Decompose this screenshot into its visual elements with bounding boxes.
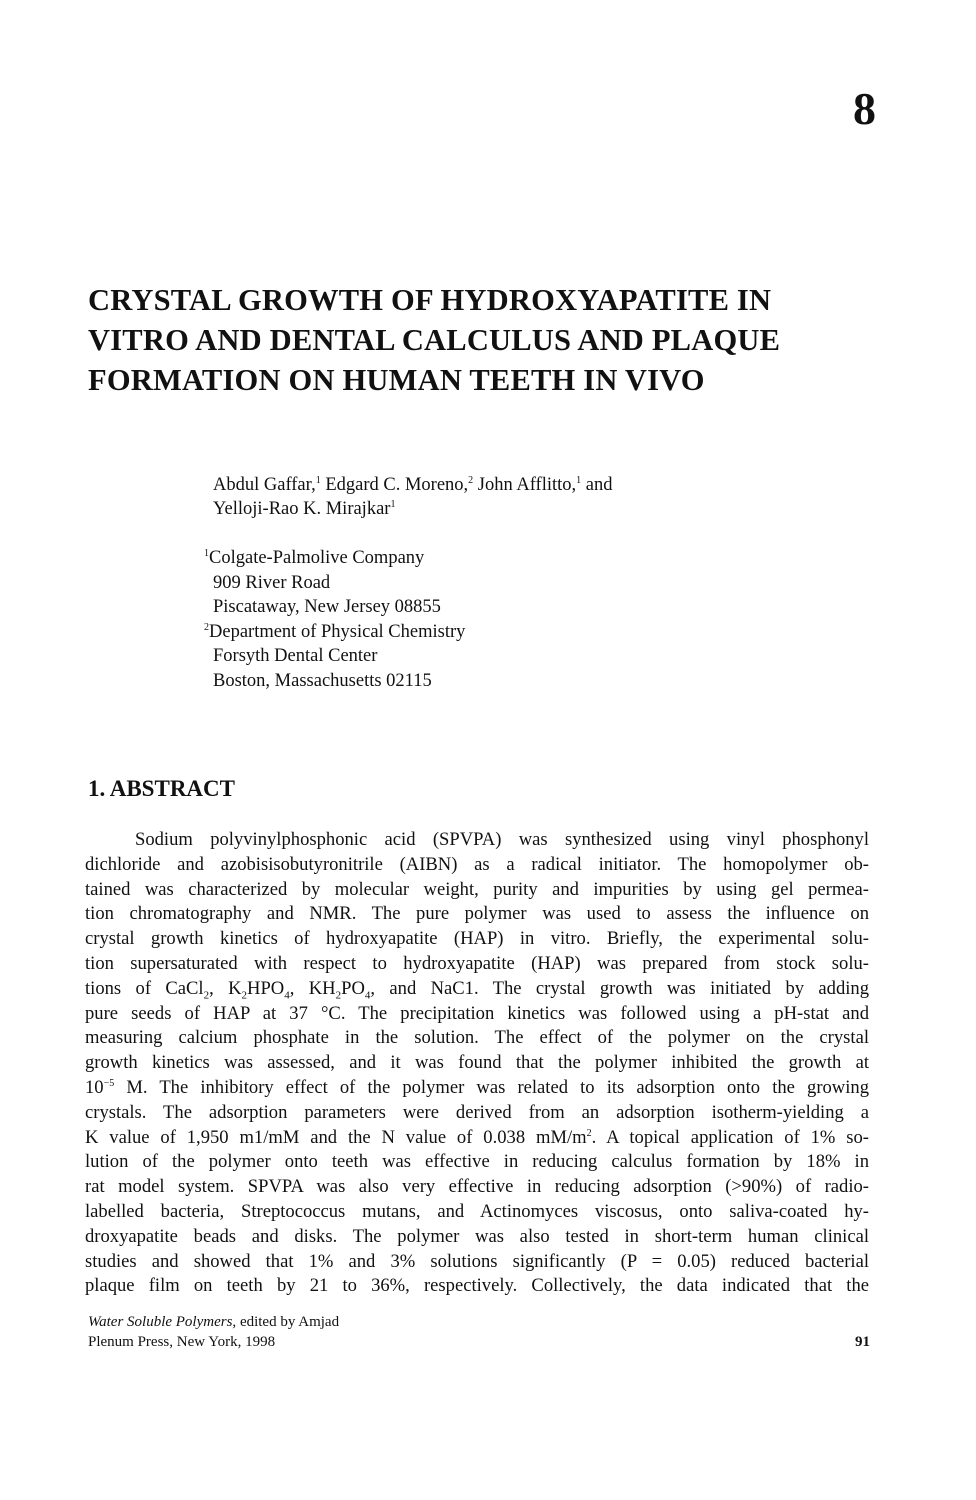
abstract-line: crystal growth kinetics of hydroxyapatite (HAP) in vitro. Briefly, the experimental solu-: [85, 928, 869, 950]
author-name: John Afflitto,: [477, 475, 577, 495]
editor-credit: edited by Amjad: [236, 1314, 340, 1330]
affiliation-line: [204, 546, 465, 571]
affiliation-line: Boston, Massachusetts 02115: [213, 670, 432, 691]
text-run: . A topical application of 1% so-: [591, 1126, 869, 1148]
chapter-number: 8: [853, 83, 876, 134]
affiliation-block: [204, 546, 465, 694]
text-run: HPO: [247, 977, 285, 999]
section-heading: 1. ABSTRACT: [88, 776, 235, 801]
affiliation-line: [204, 620, 465, 645]
text-run: tions of CaCl: [85, 977, 204, 999]
abstract-line: crystals. The adsorption parameters were derived from an adsorption isotherm-yielding a: [85, 1101, 869, 1123]
affiliation-marker: 1: [576, 474, 582, 486]
author-list: [213, 473, 612, 521]
title-line: FORMATION ON HUMAN TEETH IN VIVO: [88, 363, 705, 397]
abstract-line: [85, 1076, 869, 1101]
subscript: 2: [241, 989, 248, 1002]
abstract-line: measuring calcium phosphate in the solution. The effect of the polymer on the crystal: [85, 1027, 869, 1049]
abstract-line: lution of the polymer onto teeth was effective in reducing calculus formation by 18% in: [85, 1151, 869, 1173]
abstract-line: growth kinetics was assessed, and it was found that the polymer inhibited the growth at: [85, 1052, 869, 1074]
text-run: M. The inhibitory effect of the polymer was related to its adsorption onto the growing: [114, 1076, 869, 1098]
title-line: CRYSTAL GROWTH OF HYDROXYAPATITE IN: [88, 283, 772, 317]
text-run: PO: [341, 977, 365, 999]
text-run: , K: [209, 977, 242, 999]
abstract-line: droxyapatite beads and disks. The polymer was also tested in short-term human clinical: [85, 1225, 869, 1247]
affiliation-marker: 1: [390, 498, 396, 510]
author-name: Yelloji-Rao K. Mirajkar: [213, 499, 391, 519]
superscript: 2: [586, 1127, 592, 1139]
author-name: Abdul Gaffar,: [213, 475, 316, 495]
text-run: , KH: [289, 977, 336, 999]
book-citation: [88, 1312, 870, 1332]
author-line: [213, 497, 612, 521]
affiliation-line: Piscataway, New Jersey 08855: [213, 597, 441, 618]
abstract-line: Sodium polyvinylphosphonic acid (SPVPA) was synthesized using vinyl phosphonyl: [135, 829, 869, 850]
page-footer: [88, 1312, 870, 1352]
publisher-line: Plenum Press, New York, 1998: [88, 1334, 276, 1350]
abstract-line: tained was characterized by molecular weight, purity and impurities by using gel permea-: [85, 878, 869, 900]
author-name: Edgard C. Moreno,: [325, 475, 469, 495]
subscript: 4: [364, 989, 371, 1002]
abstract-line: tion chromatography and NMR. The pure polymer was used to assess the influence on: [85, 903, 869, 925]
page-number: 91: [855, 1334, 870, 1350]
affiliation-line: 909 River Road: [213, 572, 331, 593]
affiliation-line: Forsyth Dental Center: [213, 646, 378, 667]
abstract-line: [85, 1126, 869, 1151]
abstract-line: [85, 977, 869, 1002]
affiliation-name: Department of Physical Chemistry: [209, 621, 466, 642]
chapter-title: [88, 280, 888, 400]
affiliation-marker: 1: [204, 547, 209, 559]
superscript: −5: [103, 1077, 115, 1089]
abstract-line: plaque film on teeth by 21 to 36%, respectively. Collectively, the data indicated that the: [85, 1275, 869, 1297]
abstract-line: tion supersaturated with respect to hydroxyapatite (HAP) was prepared from stock solu-: [85, 952, 869, 974]
subscript: 2: [203, 989, 210, 1002]
affiliation-marker: 2: [468, 474, 474, 486]
author-conjunction: and: [585, 475, 613, 495]
subscript: 2: [335, 989, 342, 1002]
text-run: 10: [85, 1076, 104, 1098]
abstract-line: rat model system. SPVPA was also very effective in reducing adsorption (>90%) of radio-: [85, 1176, 869, 1198]
abstract-line: labelled bacteria, Streptococcus mutans, and Actinomyces viscosus, onto saliva-coated hy-: [85, 1200, 869, 1222]
book-title: Water Soluble Polymers,: [88, 1314, 237, 1330]
text-run: K value of 1,950 m1/mM and the N value of 0.038 mM/m: [85, 1126, 587, 1148]
abstract-line: pure seeds of HAP at 37 °C. The precipitation kinetics was followed using a pH-stat and: [85, 1002, 869, 1024]
affiliation-name: Colgate-Palmolive Company: [209, 548, 425, 568]
abstract-line: dichloride and azobisisobutyronitrile (AIBN) as a radical initiator. The homopolymer ob-: [85, 853, 869, 875]
abstract-line: studies and showed that 1% and 3% solutions significantly (P = 0.05) reduced bacterial: [85, 1250, 869, 1272]
subscript: 4: [284, 989, 290, 1002]
abstract-paragraph: [85, 828, 869, 1299]
author-line: [213, 473, 612, 497]
affiliation-marker: 1: [315, 474, 321, 486]
text-run: , and NaC1. The crystal growth was initiated by adding: [370, 977, 869, 999]
title-line: VITRO AND DENTAL CALCULUS AND PLAQUE: [88, 323, 781, 357]
affiliation-marker: 2: [204, 621, 209, 633]
